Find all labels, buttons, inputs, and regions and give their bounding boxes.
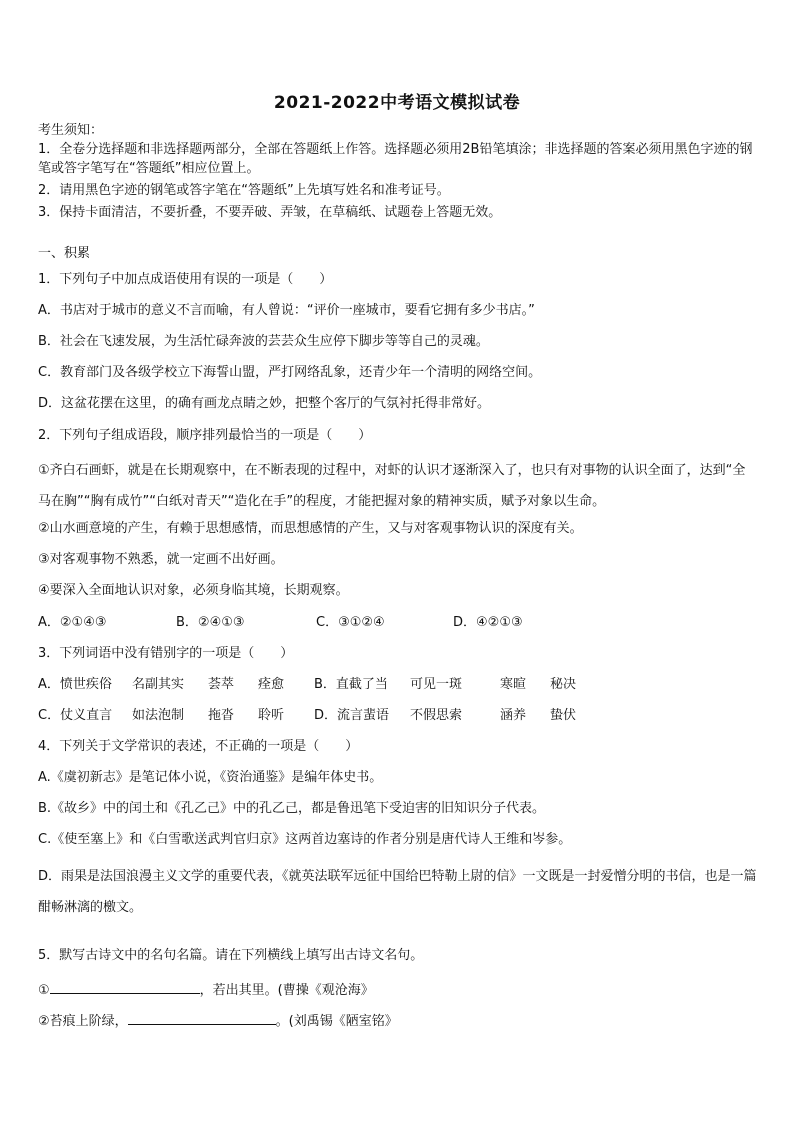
- q5-line-1-prefix: ①: [38, 983, 50, 998]
- notice-item-2: 2．请用黑色字迹的钢笔或答字笔在“答题纸”上先填写姓名和准考证号。: [38, 183, 450, 198]
- q4-stem: 4．下列关于文学常识的表述，不正确的一项是（ ）: [38, 739, 359, 754]
- q2-sentence-2: ②山水画意境的产生，有赖于思想感情，而思想感情的产生，又与对客观事物认识的深度有关。: [38, 521, 583, 536]
- q5-line-1: [38, 979, 758, 999]
- q1-option-c: C．教育部门及各级学校立下海誓山盟，严打网络乱象，还青少年一个清明的网络空间。: [38, 365, 542, 380]
- q5-line-2-suffix: 。(刘禹锡《陋室铭》: [275, 1014, 398, 1029]
- section-heading: 一、积累: [38, 246, 91, 261]
- q3-a-word-2: 名副其实: [132, 677, 185, 692]
- notice-item-1: 1．全卷分选择题和非选择题两部分，全部在答题纸上作答。选择题必须用2B铅笔填涂；非选择题的答案必须用黑色字迹的钢笔或答字笔写在“答题纸”相应位置上。: [38, 142, 753, 176]
- q3-b-word-1: B．直截了当: [314, 677, 388, 692]
- q2-option-a: A．②①④③: [38, 615, 107, 630]
- q3-d-word-4: 蛰伏: [550, 708, 577, 723]
- q3-c-word-1: C．仗义直言: [38, 708, 113, 723]
- notice-item-3: 3．保持卡面清洁，不要折叠，不要弄破、弄皱，在草稿纸、试题卷上答题无效。: [38, 205, 502, 220]
- q1-option-a: A．书店对于城市的意义不言而喻，有人曾说：“评价一座城市，要看它拥有多少书店。”: [38, 303, 535, 318]
- q4-option-b: B.《故乡》中的闰土和《孔乙己》中的孔乙己，都是鲁迅笔下受迫害的旧知识分子代表。: [38, 801, 546, 816]
- q1-stem: 1．下列句子中加点成语使用有误的一项是（ ）: [38, 272, 333, 287]
- q5-line-1-suffix: ，若出其里。(曹操《观沧海》: [199, 983, 374, 998]
- q2-option-b: B．②④①③: [176, 615, 245, 630]
- q3-d-word-2: 不假思索: [410, 708, 463, 723]
- q3-d-word-3: 涵养: [500, 708, 527, 723]
- q3-b-word-3: 寒暄: [500, 677, 527, 692]
- q3-a-word-4: 痊愈: [258, 677, 285, 692]
- q2-sentence-3: ③对客观事物不熟悉，就一定画不出好画。: [38, 552, 284, 567]
- q2-options: [38, 615, 758, 631]
- q2-option-c: C．③①②④: [316, 615, 385, 630]
- q3-c-word-4: 聆听: [258, 708, 285, 723]
- q4-option-c: C.《使至塞上》和《白雪歌送武判官归京》这两首边塞诗的作者分别是唐代诗人王维和岑参。: [38, 832, 572, 847]
- q2-sentence-4: ④要深入全面地认识对象，必须身临其境，长期观察。: [38, 583, 349, 598]
- q5-answer-blank-2[interactable]: [128, 1010, 276, 1025]
- q3-c-word-3: 拖沓: [208, 708, 235, 723]
- q3-row-1: [38, 677, 758, 693]
- q3-c-word-2: 如法泡制: [132, 708, 185, 723]
- q1-option-d: D．这盆花摆在这里，的确有画龙点睛之妙，把整个客厅的气氛衬托得非常好。: [38, 396, 491, 411]
- q3-stem: 3．下列词语中没有错别字的一项是（ ）: [38, 646, 294, 661]
- q3-b-word-2: 可见一斑: [410, 677, 463, 692]
- q2-stem: 2．下列句子组成语段，顺序排列最恰当的一项是（ ）: [38, 428, 372, 443]
- q3-a-word-1: A．愤世疾俗: [38, 677, 112, 692]
- q5-stem: 5．默写古诗文中的名句名篇。请在下列横线上填写出古诗文名句。: [38, 948, 424, 963]
- q5-answer-blank-1[interactable]: [50, 979, 200, 994]
- q3-d-word-1: D．流言蜚语: [314, 708, 390, 723]
- q4-option-d: D．雨果是法国浪漫主义文学的重要代表，《就英法联军远征中国给巴特勒上尉的信》一文既是一封爱憎分明的书信，也是一篇酣畅淋漓的檄文。: [38, 869, 757, 915]
- q4-option-a: A.《虞初新志》是笔记体小说，《资治通鉴》是编年体史书。: [38, 770, 383, 785]
- notice-heading: 考生须知：: [38, 123, 104, 138]
- q5-line-2-prefix: ②苔痕上阶绿，: [38, 1014, 128, 1029]
- q3-b-word-4: 秘决: [550, 677, 577, 692]
- q2-sentence-1: ①齐白石画虾，就是在长期观察中，在不断表现的过程中，对虾的认识才逐渐深入了，也只有对事物的认识全面了，达到“全马在胸”“胸有成竹”“白纸对青天”“造化在手”的程度，才能把握对象的精神实质，赋予对象以生命。: [38, 463, 746, 509]
- page-title: 2021-2022中考语文模拟试卷: [273, 93, 521, 113]
- q1-option-b: B．社会在飞速发展，为生活忙碌奔波的芸芸众生应停下脚步等等自己的灵魂。: [38, 334, 489, 349]
- q3-a-word-3: 荟萃: [208, 677, 235, 692]
- q5-line-2: [38, 1010, 758, 1030]
- q2-option-d: D．④②①③: [453, 615, 523, 630]
- q3-row-2: [38, 708, 758, 724]
